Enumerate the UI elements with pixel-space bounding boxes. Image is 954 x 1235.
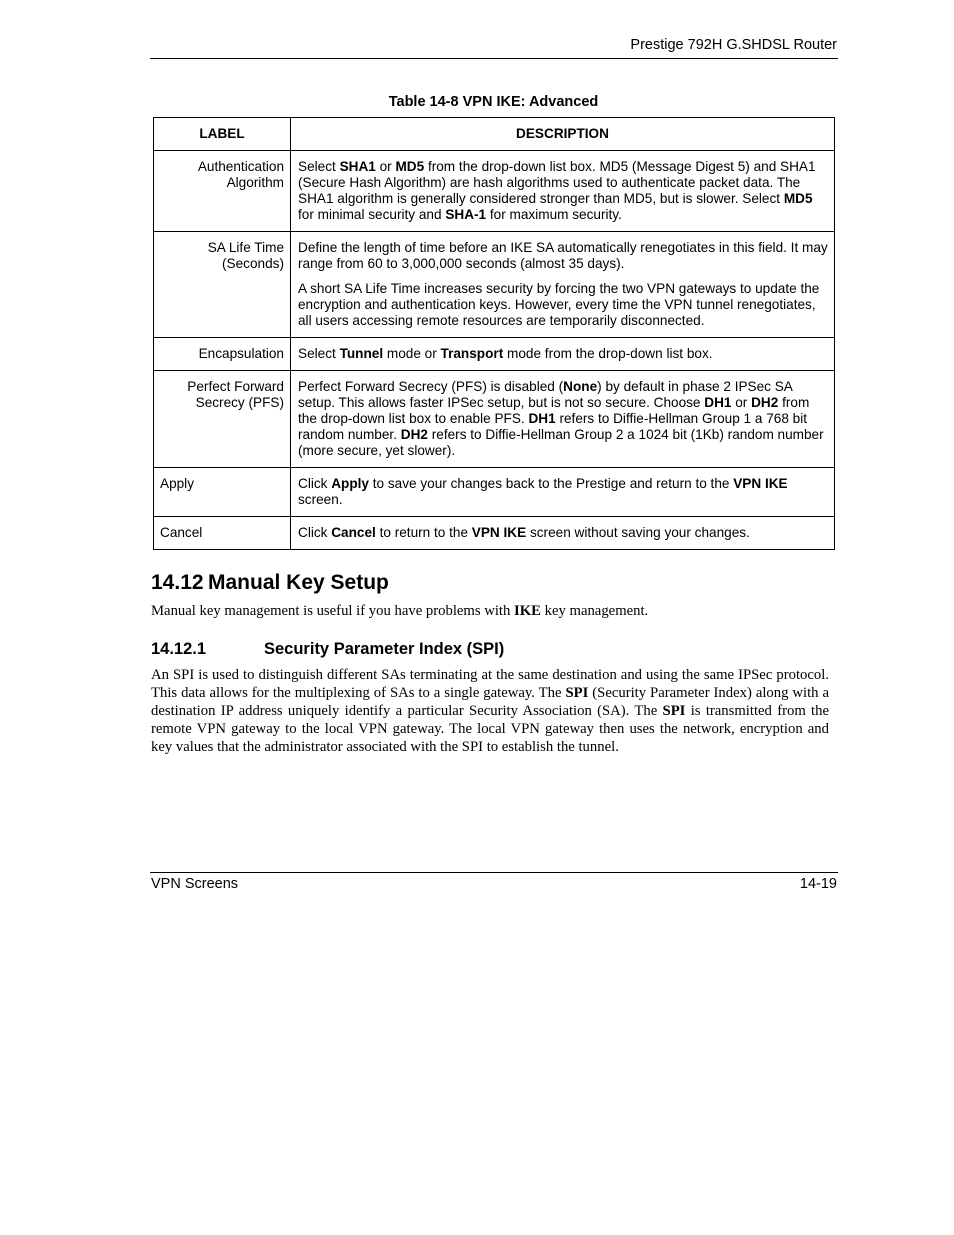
bold-term: Transport: [440, 346, 504, 361]
row-description: [291, 371, 835, 468]
text-run: Select: [298, 159, 340, 174]
description-paragraph: [298, 159, 828, 223]
row-label-line: Cancel: [160, 525, 203, 540]
column-header-label: LABEL: [154, 118, 291, 151]
bold-term: DH1: [528, 411, 556, 426]
description-paragraph: [298, 240, 828, 272]
subsection-heading: [151, 640, 504, 659]
bold-term: IKE: [514, 603, 541, 619]
text-run: Manual key management is useful if you have problems with: [151, 603, 515, 619]
section-title: Manual Key Setup: [208, 571, 389, 594]
bold-term: SPI: [565, 685, 589, 701]
row-label: [154, 468, 291, 517]
row-label-line: (Seconds): [222, 256, 284, 271]
text-run: refers to Diffie-Hellman Group 1 a 768 bit random number.: [298, 411, 808, 442]
column-header-description: DESCRIPTION: [291, 118, 835, 151]
bold-term: SPI: [662, 703, 686, 719]
row-label: [154, 338, 291, 371]
page-number: 14-19: [799, 876, 837, 892]
text-run: from the drop-down list box. MD5 (Message Digest 5) and SHA1 (Secure Hash Algorithm) are hash algorithms used to authenticate packet data. The SHA1 algorithm is generally considered stronger than MD5, but is slower. Select: [298, 159, 816, 206]
description-paragraph: [298, 281, 828, 329]
description-paragraph: [298, 525, 828, 541]
subsection-title: Security Parameter Index (SPI): [264, 640, 505, 658]
text-run: (Security Parameter Index) along with a destination IP address uniquely identify a particular Security Association (SA). The: [151, 685, 830, 719]
row-label-line: SA Life Time: [207, 240, 284, 255]
row-label: [154, 517, 291, 550]
vpn-ike-advanced-table: [153, 117, 835, 550]
row-label: [154, 151, 291, 232]
text-run: Perfect Forward Secrecy (PFS) is disabled (: [298, 379, 564, 394]
footer-rule: [150, 872, 838, 873]
description-paragraph: [298, 379, 828, 459]
row-description: [291, 468, 835, 517]
table-row: [154, 151, 835, 232]
text-run: mode or: [383, 346, 441, 361]
text-run: An SPI is used to distinguish different SAs terminating at the same destination and using the same IPSec protocol. This data allows for the multiplexing of SAs to a single gateway. The: [151, 667, 829, 701]
table-row: [154, 338, 835, 371]
text-run: from the drop-down list box to enable PFS.: [298, 395, 810, 426]
footer-chapter: VPN Screens: [151, 876, 239, 892]
row-label: [154, 232, 291, 338]
text-run: mode from the drop-down list box.: [503, 346, 713, 361]
row-label-line: Secrecy (PFS): [195, 395, 284, 410]
table-row: [154, 371, 835, 468]
text-run: Define the length of time before an IKE SA automatically renegotiates in this field. It may range from 60 to 3,000,000 seconds (almost 35 days).: [298, 240, 828, 271]
subsection-number: 14.12.1: [151, 640, 207, 658]
row-label-line: Perfect Forward: [187, 379, 284, 394]
row-label-line: Encapsulation: [198, 346, 284, 361]
table-row: [154, 468, 835, 517]
text-run: or: [731, 395, 752, 410]
table-row: [154, 517, 835, 550]
text-run: is transmitted from the remote VPN gateway to the local VPN gateway. The local VPN gateway then uses the network, encryption and key values that the administrator associated with the SPI to establish the tunnel.: [151, 703, 830, 755]
bold-term: DH1: [704, 395, 732, 410]
bold-term: VPN IKE: [733, 476, 788, 491]
text-run: or: [375, 159, 396, 174]
text-run: Click: [298, 476, 332, 491]
row-label-line: Authentication: [197, 159, 284, 174]
text-run: A short SA Life Time increases security by forcing the two VPN gateways to update the encryption and authentication keys. However, every time the VPN tunnel renegotiates, all users accessing remote resources are temporarily disconnected.: [298, 281, 820, 328]
row-label-line: Apply: [160, 476, 195, 491]
description-paragraph: [298, 476, 828, 508]
bold-term: Tunnel: [339, 346, 384, 361]
row-label-line: Algorithm: [226, 175, 284, 190]
row-description: [291, 232, 835, 338]
text-run: ) by default in phase 2 IPSec SA setup. This allows faster IPSec setup, but is not so secure. Choose: [298, 379, 793, 410]
bold-term: MD5: [783, 191, 813, 206]
text-run: key management.: [540, 603, 649, 619]
intro-paragraph: [151, 602, 841, 620]
text-run: to return to the: [375, 525, 472, 540]
running-header: Prestige 792H G.SHDSL Router: [630, 37, 837, 53]
row-label: [154, 371, 291, 468]
section-number: 14.12: [151, 571, 204, 594]
section-heading: [151, 571, 389, 595]
description-paragraph: [298, 346, 828, 362]
bold-term: VPN IKE: [471, 525, 527, 540]
bold-term: DH2: [400, 427, 428, 442]
row-description: [291, 151, 835, 232]
bold-term: SHA-1: [445, 207, 487, 222]
table-caption: Table 14-8 VPN IKE: Advanced: [388, 94, 599, 110]
bold-term: DH2: [751, 395, 779, 410]
text-run: screen without saving your changes.: [526, 525, 750, 540]
spi-paragraph: [151, 666, 829, 756]
text-run: Click: [298, 525, 332, 540]
table-header-row: [154, 118, 835, 151]
row-description: [291, 517, 835, 550]
table-row: [154, 232, 835, 338]
bold-term: Cancel: [331, 525, 376, 540]
text-run: for minimal security and: [298, 207, 446, 222]
text-run: to save your changes back to the Prestige and return to the: [369, 476, 734, 491]
text-run: screen.: [298, 492, 343, 507]
bold-term: MD5: [395, 159, 425, 174]
text-run: refers to Diffie-Hellman Group 2 a 1024 bit (1Kb) random number (more secure, yet slower).: [298, 427, 824, 458]
text-run: Select: [298, 346, 340, 361]
bold-term: None: [563, 379, 598, 394]
bold-term: Apply: [331, 476, 369, 491]
text-run: for maximum security.: [486, 207, 622, 222]
header-rule: [150, 58, 838, 59]
bold-term: SHA1: [339, 159, 376, 174]
row-description: [291, 338, 835, 371]
